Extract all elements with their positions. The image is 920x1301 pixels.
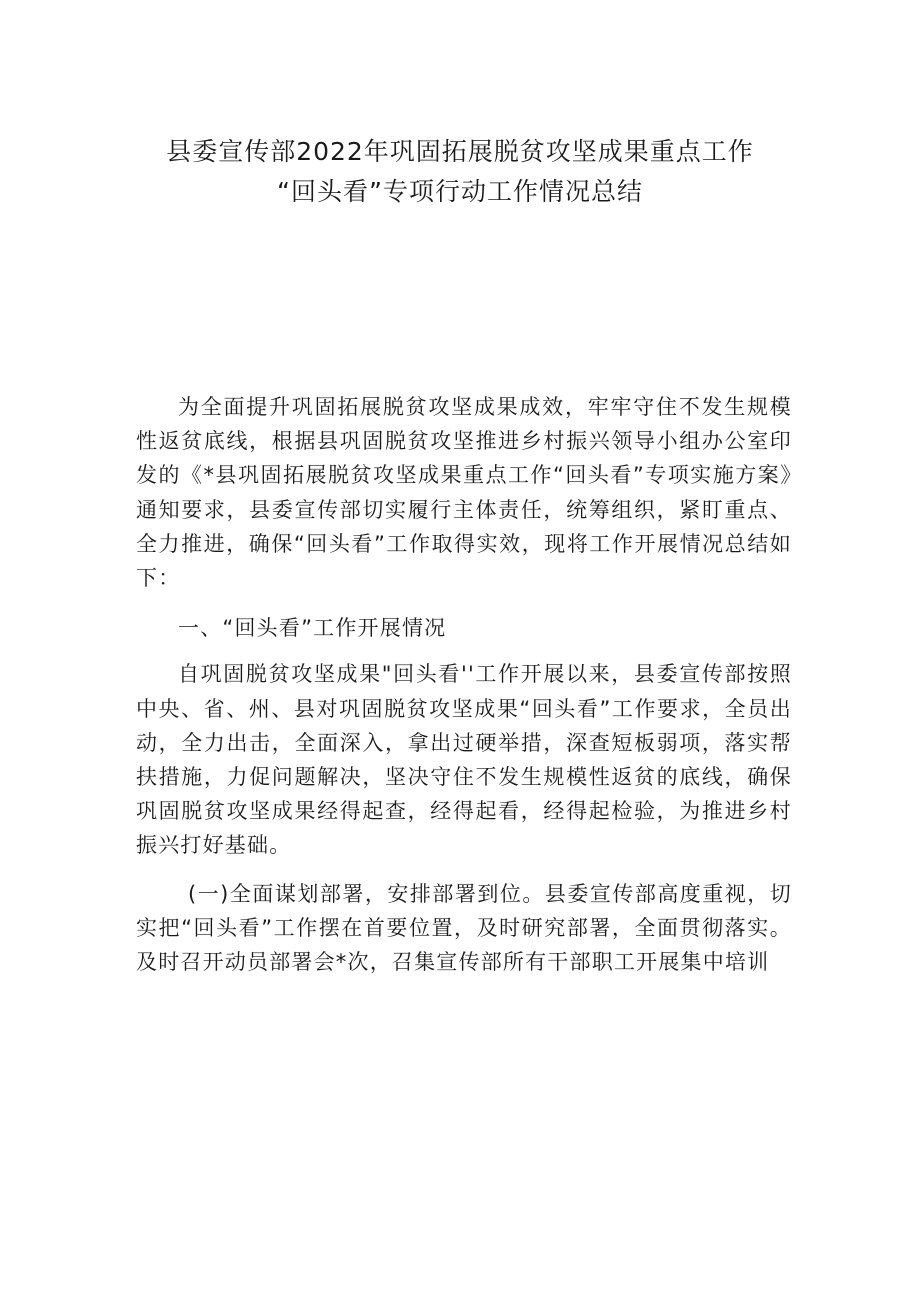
subsection-1-paragraph: (一)全面谋划部署，安排部署到位。县委宣传部高度重视，切实把“回头看”工作摆在首要位置，及时研究部署，全面贯彻落实。及时召开动员部署会*次，召集宣传部所有干部职工开展集中培训 [136,881,792,975]
document-body [136,390,792,979]
section-1-paragraph: 自巩固脱贫攻坚成果"回头看''工作开展以来，县委宣传部按照中央、省、州、县对巩固脱贫攻坚成果“回头看”工作要求，全员出动，全力出击，全面深入，拿出过硬举措，深查短板弱项，落实帮扶措施，力促问题解决，坚决守住不发生规模性返贫的底线，确保巩固脱贫攻坚成果经得起查，经得起看，经得起检验，为推进乡村振兴打好基础。 [136,662,792,858]
document-title [0,132,920,212]
title-line-2: “回头看”专项行动工作情况总结 [277,177,643,206]
title-line-1: 县委宣传部2022年巩固拓展脱贫攻坚成果重点工作 [166,137,754,166]
intro-paragraph: 为全面提升巩固拓展脱贫攻坚成果成效，牢牢守住不发生规模性返贫底线，根据县巩固脱贫攻坚推进乡村振兴领导小组办公室印发的《*县巩固拓展脱贫攻坚成果重点工作“回头看”专项实施方案》通知要求，县委宣传部切实履行主体责任，统筹组织，紧盯重点、全力推进，确保“回头看”工作取得实效，现将工作开展情况总结如下： [136,395,792,591]
section-heading-1: 一、“回头看”工作开展情况 [178,616,447,641]
